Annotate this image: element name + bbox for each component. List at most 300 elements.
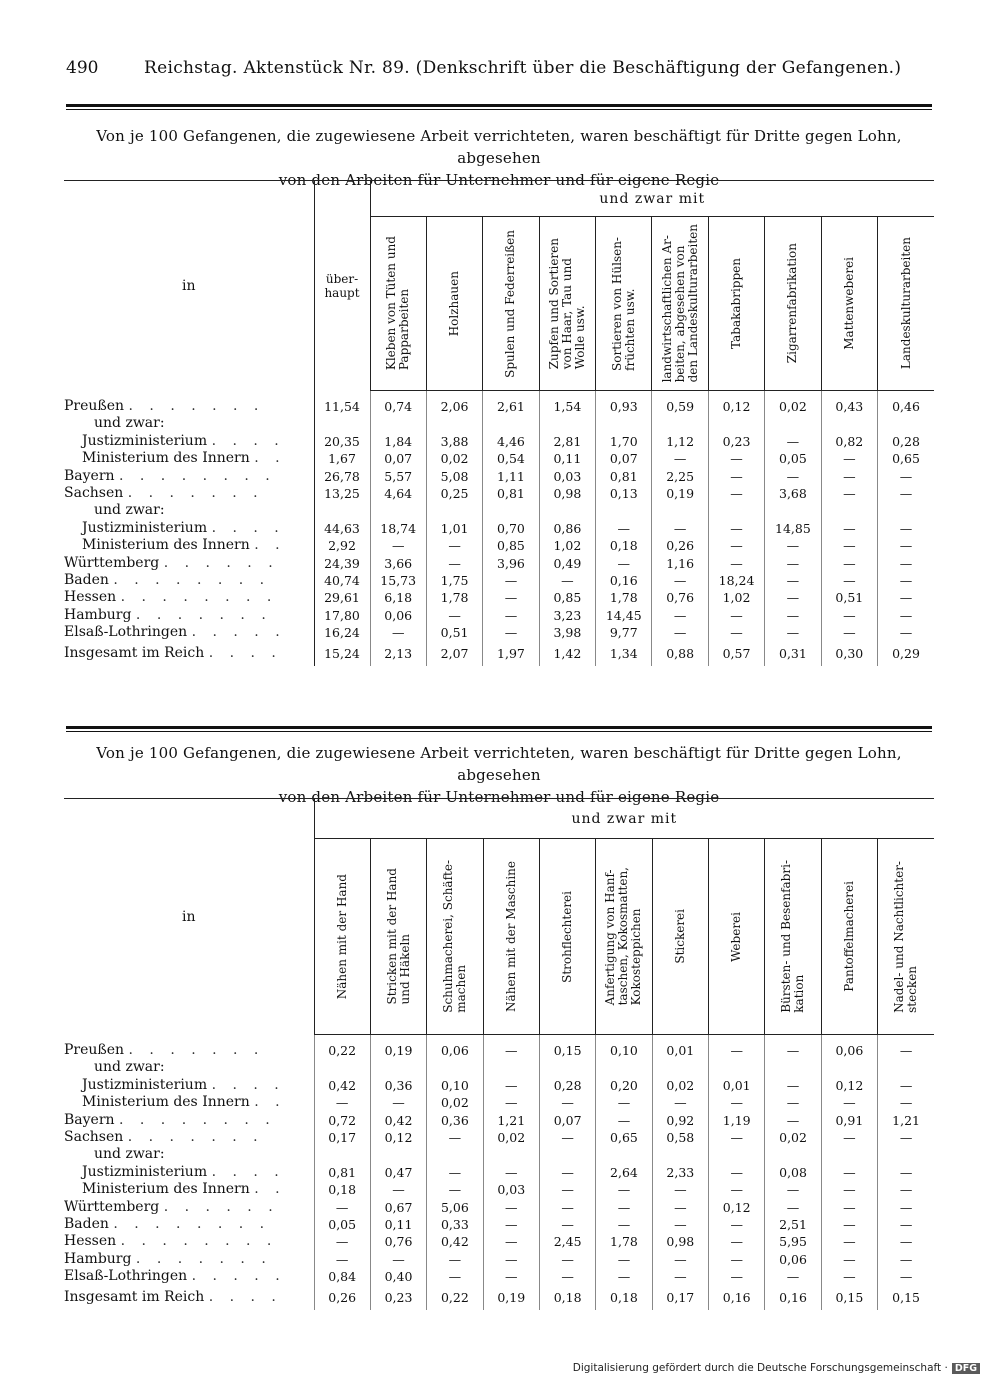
column-header-cell — [765, 217, 821, 391]
spacer-cell — [539, 1035, 595, 1043]
table-row — [64, 642, 934, 666]
value-cell: — — [709, 1164, 765, 1181]
table1-title-line2: von den Arbeiten für Unternehmer und für eigene Regie — [278, 171, 720, 189]
value-cell — [426, 415, 482, 432]
row-label-cell — [64, 1112, 314, 1129]
value-cell: — — [483, 1268, 539, 1285]
column-header-cell — [370, 217, 426, 391]
value-cell — [539, 1146, 595, 1163]
spacer-cell — [709, 1035, 765, 1043]
value-cell: 0,92 — [652, 1112, 708, 1129]
value-cell: 0,29 — [878, 642, 934, 666]
column-header: Zigarrenfabrikation — [785, 243, 800, 364]
value-cell: — — [821, 1216, 877, 1233]
value-cell: — — [426, 607, 482, 624]
value-cell: — — [427, 1181, 483, 1198]
value-cell: 4,64 — [370, 485, 426, 502]
value-cell: — — [821, 1199, 877, 1216]
row-label-cell — [64, 1146, 314, 1163]
value-cell: — — [821, 537, 877, 554]
value-cell: — — [765, 607, 821, 624]
row-label: Justizministerium — [82, 1163, 208, 1180]
value-cell: 0,10 — [596, 1042, 652, 1059]
value-cell: 0,01 — [652, 1042, 708, 1059]
table-row — [64, 502, 934, 519]
value-cell: — — [539, 1251, 595, 1268]
leader-dots: . . . . . . . — [135, 606, 272, 623]
page-number: 490 — [66, 58, 99, 78]
value-cell: — — [765, 1094, 821, 1111]
value-cell: — — [483, 1094, 539, 1111]
value-cell — [652, 502, 708, 519]
value-cell: 1,34 — [596, 642, 652, 666]
value-cell — [821, 1146, 877, 1163]
total-cell — [314, 502, 370, 519]
column-header-cell — [596, 217, 652, 391]
value-cell: 1,78 — [596, 1233, 652, 1250]
value-cell — [652, 1146, 708, 1163]
column-header: Weberei — [729, 911, 744, 962]
column-header-cell — [539, 839, 595, 1035]
value-cell: 1,11 — [483, 468, 539, 485]
row-label: Sachsen — [64, 485, 124, 502]
value-cell: — — [821, 1164, 877, 1181]
value-cell — [426, 502, 482, 519]
row-label: Hamburg — [64, 606, 132, 623]
table-row — [64, 468, 934, 485]
table-row — [64, 1216, 934, 1233]
value-cell: — — [765, 624, 821, 641]
value-cell: — — [878, 589, 934, 606]
value-cell: 0,76 — [652, 589, 708, 606]
value-cell: — — [709, 1129, 765, 1146]
value-cell: — — [483, 1251, 539, 1268]
value-cell: — — [652, 1268, 708, 1285]
spacer-cell — [483, 391, 539, 399]
value-cell: 0,82 — [821, 433, 877, 450]
table-row — [64, 1268, 934, 1285]
row-label-cell — [64, 1094, 314, 1111]
value-cell: 0,51 — [426, 624, 482, 641]
value-cell: 0,07 — [539, 1112, 595, 1129]
value-cell: 0,46 — [878, 398, 934, 415]
value-cell: — — [709, 1268, 765, 1285]
value-cell: — — [765, 433, 821, 450]
table-row — [64, 1146, 934, 1163]
spacer-cell — [765, 391, 821, 399]
value-cell: — — [652, 1094, 708, 1111]
value-cell: 0,23 — [708, 433, 764, 450]
value-cell: — — [596, 1216, 652, 1233]
value-cell: — — [483, 1216, 539, 1233]
total-cell — [314, 415, 370, 432]
value-cell: — — [596, 520, 652, 537]
value-cell: 0,59 — [652, 398, 708, 415]
row-label: Bayern — [64, 1111, 115, 1128]
header-double-rule-bottom — [66, 109, 932, 110]
value-cell: 0,06 — [427, 1042, 483, 1059]
value-cell: — — [483, 1164, 539, 1181]
value-cell: 0,17 — [652, 1286, 708, 1310]
value-cell — [821, 1059, 877, 1076]
value-cell: — — [709, 1251, 765, 1268]
table-row — [64, 415, 934, 432]
table-row — [64, 1112, 934, 1129]
mid-double-rule-top — [66, 726, 932, 729]
total-header-cell — [314, 181, 370, 391]
value-cell: 0,11 — [370, 1216, 426, 1233]
value-cell — [596, 1146, 652, 1163]
value-cell: 0,98 — [652, 1233, 708, 1250]
value-cell: 1,84 — [370, 433, 426, 450]
value-cell: 2,64 — [596, 1164, 652, 1181]
column-header: Kleben von Tüten und Papparbeiten — [384, 236, 412, 371]
value-cell: — — [765, 589, 821, 606]
value-cell: 5,06 — [427, 1199, 483, 1216]
value-cell: — — [709, 1094, 765, 1111]
value-cell — [370, 1146, 426, 1163]
table-row — [64, 1129, 934, 1146]
value-cell: 0,20 — [596, 1077, 652, 1094]
leader-dots: . . — [254, 1181, 286, 1198]
value-cell: — — [596, 1094, 652, 1111]
spacer-cell — [708, 391, 764, 399]
value-cell: 6,18 — [370, 589, 426, 606]
value-cell — [596, 415, 652, 432]
row-label: Justizministerium — [82, 1076, 208, 1093]
value-cell — [765, 1059, 821, 1076]
value-cell: 18,24 — [708, 572, 764, 589]
value-cell: 0,85 — [483, 537, 539, 554]
value-cell: 0,17 — [314, 1129, 370, 1146]
value-cell: — — [539, 1199, 595, 1216]
value-cell: 0,18 — [596, 537, 652, 554]
table-row — [64, 1233, 934, 1250]
value-cell: — — [708, 555, 764, 572]
value-cell: — — [370, 624, 426, 641]
column-header: Nähen mit der Hand — [334, 873, 349, 1000]
column-header: Strohflechterei — [560, 890, 575, 983]
total-cell: 11,54 — [314, 398, 370, 415]
value-cell: — — [709, 1042, 765, 1059]
spacer-cell — [821, 1035, 877, 1043]
group-header: und zwar mit — [370, 181, 934, 217]
value-cell — [596, 502, 652, 519]
row-label-cell — [64, 450, 314, 467]
spacer-cell — [64, 1035, 314, 1043]
spacer-cell — [596, 1035, 652, 1043]
value-cell: 1,75 — [426, 572, 482, 589]
column-header-cell — [878, 217, 934, 391]
value-cell: — — [652, 624, 708, 641]
value-cell: — — [596, 1268, 652, 1285]
value-cell: — — [596, 1112, 652, 1129]
value-cell: 0,02 — [427, 1094, 483, 1111]
mid-double-rule-bottom — [66, 731, 932, 732]
value-cell: 0,42 — [314, 1077, 370, 1094]
value-cell: 2,51 — [765, 1216, 821, 1233]
value-cell: 0,15 — [878, 1286, 935, 1310]
value-cell: 0,07 — [596, 450, 652, 467]
leader-dots: . . . . . . . — [128, 398, 265, 414]
row-label-cell — [64, 1129, 314, 1146]
row-label: Württemberg — [64, 1198, 160, 1215]
value-cell: — — [483, 589, 539, 606]
value-cell — [709, 1059, 765, 1076]
value-cell: — — [483, 1233, 539, 1250]
table-row — [64, 607, 934, 624]
table-row — [64, 520, 934, 537]
column-header: landwirtschaftlichen Ar- beiten, abgesehen von den Landeskulturarbeiten — [659, 224, 700, 383]
value-cell: 1,02 — [539, 537, 595, 554]
value-cell: — — [314, 1199, 370, 1216]
value-cell: — — [483, 572, 539, 589]
column-header-cell — [652, 217, 708, 391]
value-cell: 0,30 — [821, 642, 877, 666]
spacer-cell — [427, 1035, 483, 1043]
column-header: Stickerei — [672, 909, 687, 964]
value-cell: — — [596, 1251, 652, 1268]
stub-header-cell — [64, 181, 314, 391]
value-cell — [821, 502, 877, 519]
value-cell: — — [765, 1077, 821, 1094]
value-cell: — — [878, 537, 934, 554]
spacer-cell — [765, 1035, 821, 1043]
leader-dots: . . . . . . . — [135, 1250, 272, 1267]
value-cell: 0,07 — [370, 450, 426, 467]
table-1 — [64, 180, 934, 666]
value-cell: — — [708, 450, 764, 467]
leader-dots: . . . . . . — [163, 1198, 279, 1215]
value-cell: — — [652, 520, 708, 537]
value-cell: — — [709, 1216, 765, 1233]
value-cell: 0,06 — [370, 607, 426, 624]
value-cell: — — [709, 1181, 765, 1198]
leader-dots: . . . . . . — [163, 554, 279, 571]
row-label-cell — [64, 485, 314, 502]
value-cell: — — [878, 1129, 935, 1146]
value-cell: — — [370, 1181, 426, 1198]
row-label-cell — [64, 1164, 314, 1181]
value-cell: — — [765, 1268, 821, 1285]
value-cell: — — [765, 468, 821, 485]
value-cell: 0,58 — [652, 1129, 708, 1146]
total-cell: 29,61 — [314, 589, 370, 606]
value-cell: 0,26 — [314, 1286, 370, 1310]
value-cell — [878, 415, 934, 432]
value-cell: — — [878, 555, 934, 572]
value-cell: 3,96 — [483, 555, 539, 572]
column-header-cell — [483, 839, 539, 1035]
value-cell: 0,91 — [821, 1112, 877, 1129]
value-cell: — — [596, 1181, 652, 1198]
value-cell: 1,12 — [652, 433, 708, 450]
row-label-cell — [64, 1286, 314, 1310]
value-cell: 0,25 — [426, 485, 482, 502]
value-cell: 0,13 — [596, 485, 652, 502]
row-label: Baden — [64, 1216, 109, 1233]
value-cell: 0,03 — [483, 1181, 539, 1198]
value-cell: 0,02 — [765, 398, 821, 415]
value-cell: 4,46 — [483, 433, 539, 450]
spacer-row — [64, 1035, 934, 1043]
dfg-logo: DFG — [952, 1363, 980, 1374]
value-cell: 0,43 — [821, 398, 877, 415]
value-cell: 0,81 — [314, 1164, 370, 1181]
footer — [573, 1362, 980, 1374]
header-double-rule-top — [66, 104, 932, 107]
table-row — [64, 1286, 934, 1310]
value-cell: 1,21 — [878, 1112, 935, 1129]
column-header-cell — [878, 839, 935, 1035]
row-label: Ministerium des Innern — [82, 1094, 250, 1111]
value-cell: 0,84 — [314, 1268, 370, 1285]
value-cell: 0,03 — [539, 468, 595, 485]
value-cell — [483, 502, 539, 519]
row-label-cell — [64, 555, 314, 572]
value-cell — [483, 1059, 539, 1076]
table-row — [64, 1042, 934, 1059]
value-cell: 0,08 — [765, 1164, 821, 1181]
value-cell: 0,10 — [427, 1077, 483, 1094]
value-cell: — — [821, 607, 877, 624]
total-column-header: über- haupt — [324, 271, 360, 300]
value-cell: 3,23 — [539, 607, 595, 624]
leader-dots: . . . . . . . . — [120, 1233, 278, 1250]
column-header: Anfertigung von Hanf- taschen, Kokosmatten, Kokosteppichen — [603, 867, 644, 1006]
value-cell: 0,02 — [483, 1129, 539, 1146]
value-cell: — — [314, 1233, 370, 1250]
stub-header: in — [182, 908, 196, 925]
value-cell: — — [821, 624, 877, 641]
value-cell: 0,54 — [483, 450, 539, 467]
value-cell: 3,66 — [370, 555, 426, 572]
value-cell: 0,19 — [483, 1286, 539, 1310]
value-cell — [878, 502, 934, 519]
value-cell: 0,18 — [539, 1286, 595, 1310]
value-cell: — — [483, 607, 539, 624]
table-row — [64, 1199, 934, 1216]
row-label: Elsaß-Lothringen — [64, 624, 188, 641]
value-cell: — — [765, 1042, 821, 1059]
column-header: Spulen und Federreißen — [503, 229, 518, 378]
spacer-cell — [652, 1035, 708, 1043]
stub-header-cell — [64, 799, 314, 1035]
value-cell — [427, 1146, 483, 1163]
total-cell: 15,24 — [314, 642, 370, 666]
spacer-cell — [652, 391, 708, 399]
value-cell: — — [878, 607, 934, 624]
value-cell: — — [878, 1094, 935, 1111]
value-cell: 5,95 — [765, 1233, 821, 1250]
running-title: Reichstag. Aktenstück Nr. 89. (Denkschrift über die Beschäftigung der Gefangenen.) — [144, 58, 902, 78]
leader-dots: . . . . . . . . — [113, 1216, 271, 1233]
row-label-cell — [64, 1268, 314, 1285]
row-label-cell — [64, 1251, 314, 1268]
row-label-cell — [64, 642, 314, 666]
row-label: Preußen — [64, 398, 125, 414]
value-cell: 0,16 — [596, 572, 652, 589]
value-cell: — — [878, 1199, 935, 1216]
value-cell: — — [821, 1251, 877, 1268]
value-cell: 15,73 — [370, 572, 426, 589]
table-row — [64, 537, 934, 554]
value-cell: 2,45 — [539, 1233, 595, 1250]
value-cell: 0,47 — [370, 1164, 426, 1181]
total-cell: 17,80 — [314, 607, 370, 624]
value-cell: — — [708, 537, 764, 554]
table-row — [64, 572, 934, 589]
value-cell: — — [821, 485, 877, 502]
value-cell: — — [708, 520, 764, 537]
value-cell: — — [765, 1199, 821, 1216]
spacer-cell — [64, 391, 314, 399]
value-cell: 0,02 — [426, 450, 482, 467]
value-cell: 0,22 — [314, 1042, 370, 1059]
value-cell: 0,85 — [539, 589, 595, 606]
row-label: und zwar: — [94, 415, 165, 432]
row-label-cell — [64, 398, 314, 415]
value-cell: 0,19 — [652, 485, 708, 502]
value-cell: — — [596, 555, 652, 572]
value-cell — [539, 502, 595, 519]
total-cell: 44,63 — [314, 520, 370, 537]
value-cell: — — [821, 468, 877, 485]
row-label: Hamburg — [64, 1250, 132, 1267]
column-header-cell — [596, 839, 652, 1035]
value-cell: — — [765, 572, 821, 589]
value-cell: 0,23 — [370, 1286, 426, 1310]
column-header: Schuhmacherei, Schäfte- machen — [440, 860, 468, 1013]
column-header: Sortieren von Hülsen- früchten usw. — [609, 236, 637, 371]
value-cell: 0,18 — [596, 1286, 652, 1310]
row-label-cell — [64, 624, 314, 641]
value-cell: 18,74 — [370, 520, 426, 537]
total-cell: 1,67 — [314, 450, 370, 467]
value-cell: 0,36 — [427, 1112, 483, 1129]
total-cell: 20,35 — [314, 433, 370, 450]
leader-dots: . . . . . . . . — [119, 1111, 276, 1128]
column-header: Nähen mit der Maschine — [503, 861, 518, 1012]
value-cell: — — [878, 1233, 935, 1250]
row-label: und zwar: — [94, 1059, 165, 1076]
leader-dots: . . — [254, 1094, 286, 1111]
value-cell: 1,42 — [539, 642, 595, 666]
value-cell: — — [878, 1251, 935, 1268]
value-cell: 1,01 — [426, 520, 482, 537]
column-header: Pantoffelmacherei — [841, 881, 856, 992]
value-cell: — — [652, 450, 708, 467]
value-cell: — — [652, 1216, 708, 1233]
value-cell: 1,97 — [483, 642, 539, 666]
value-cell: — — [821, 555, 877, 572]
value-cell — [539, 415, 595, 432]
value-cell: 0,22 — [427, 1286, 483, 1310]
value-cell: — — [483, 1199, 539, 1216]
value-cell: — — [878, 468, 934, 485]
table-row — [64, 485, 934, 502]
value-cell: — — [709, 1233, 765, 1250]
row-label: Sachsen — [64, 1129, 124, 1146]
value-cell: 0,65 — [878, 450, 934, 467]
value-cell: 0,65 — [596, 1129, 652, 1146]
value-cell — [596, 1059, 652, 1076]
table-row — [64, 433, 934, 450]
value-cell: — — [765, 1181, 821, 1198]
value-cell: 3,98 — [539, 624, 595, 641]
value-cell: 0,05 — [314, 1216, 370, 1233]
row-label-cell — [64, 415, 314, 432]
